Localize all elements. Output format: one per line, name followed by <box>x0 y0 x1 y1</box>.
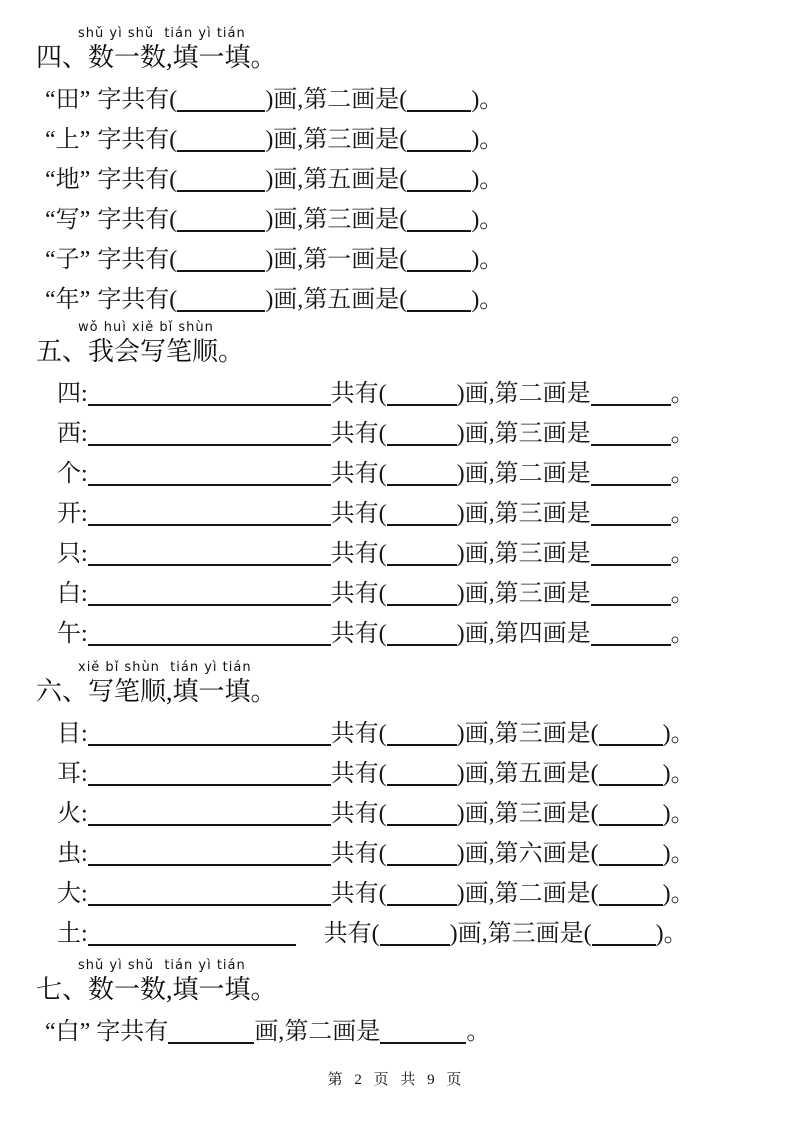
target-character: 只: <box>57 541 88 567</box>
close-paren: )。 <box>471 207 504 233</box>
stroke-order-blank <box>88 401 331 406</box>
count-phrase: 共有( <box>330 541 387 567</box>
answer-blank <box>591 401 671 406</box>
section-pinyin: xiě bǐ shùn tián yì tián <box>78 660 252 675</box>
target-character: “写” <box>45 207 91 233</box>
answer-blank <box>407 147 471 152</box>
count-phrase: 字共有( <box>97 247 178 273</box>
section-title: 四、数一数,填一填。 <box>36 43 277 72</box>
answer-blank <box>387 781 457 786</box>
worksheet-line <box>36 794 757 834</box>
hua-comma: )画, <box>456 381 495 407</box>
target-character: “年” <box>45 287 91 313</box>
worksheet-line <box>36 80 757 120</box>
stroke-order-blank <box>88 521 331 526</box>
stroke-order-blank <box>88 901 331 906</box>
count-phrase: 字共有( <box>97 127 178 153</box>
hua-comma: )画, <box>456 801 495 827</box>
answer-blank <box>387 741 457 746</box>
section-pinyin: wǒ huì xiě bǐ shùn <box>78 320 214 335</box>
close-paren: )。 <box>471 287 504 313</box>
stroke-phrase: 第三画是( <box>303 207 408 233</box>
section-five <box>36 320 757 654</box>
answer-blank <box>407 227 471 232</box>
answer-blank <box>591 641 671 646</box>
hua-comma: )画, <box>265 287 304 313</box>
worksheet-line <box>36 280 757 320</box>
section-title: 五、我会写笔顺。 <box>36 337 245 366</box>
stroke-phrase: 第三画是( <box>494 801 599 827</box>
period: 。 <box>670 421 695 447</box>
stroke-phrase: 第六画是( <box>494 841 599 867</box>
period: 。 <box>670 501 695 527</box>
section-seven <box>36 958 757 1052</box>
stroke-order-blank <box>88 821 331 826</box>
count-phrase: 字共有( <box>97 287 178 313</box>
stroke-phrase: 第四画是 <box>494 621 591 647</box>
section-lines <box>36 374 757 654</box>
count-phrase: 共有( <box>330 501 387 527</box>
stroke-phrase: 第二画是( <box>494 881 599 907</box>
stroke-order-blank <box>88 561 331 566</box>
answer-blank <box>387 521 457 526</box>
stroke-phrase: 第二画是 <box>284 1019 381 1045</box>
hua-comma: )画, <box>456 761 495 787</box>
count-phrase: 共有( <box>330 841 387 867</box>
answer-blank <box>177 187 265 192</box>
worksheet-line <box>36 374 757 414</box>
section-title: 七、数一数,填一填。 <box>36 975 277 1004</box>
worksheet-line <box>36 754 757 794</box>
worksheet-line <box>36 914 757 954</box>
section-six <box>36 660 757 954</box>
period: 。 <box>670 461 695 487</box>
answer-blank <box>591 441 671 446</box>
worksheet-line <box>36 1012 757 1052</box>
close-paren: )。 <box>471 87 504 113</box>
hua-comma: 画, <box>254 1019 285 1045</box>
stroke-phrase: 第二画是 <box>494 461 591 487</box>
answer-blank <box>177 227 265 232</box>
stroke-phrase: 第三画是( <box>494 721 599 747</box>
stroke-phrase: 第二画是 <box>494 381 591 407</box>
hua-comma: )画, <box>265 127 304 153</box>
hua-comma: )画, <box>456 721 495 747</box>
stroke-order-blank <box>88 641 331 646</box>
answer-blank <box>591 561 671 566</box>
answer-blank <box>387 601 457 606</box>
count-phrase: 共有( <box>330 381 387 407</box>
answer-blank <box>177 147 265 152</box>
stroke-phrase: 第三画是( <box>303 127 408 153</box>
worksheet-line <box>36 240 757 280</box>
section-lines <box>36 714 757 954</box>
answer-blank <box>177 267 265 272</box>
count-phrase: 共有( <box>330 761 387 787</box>
answer-blank <box>387 481 457 486</box>
answer-blank <box>387 821 457 826</box>
section-lines <box>36 80 757 320</box>
stroke-order-blank <box>88 781 331 786</box>
target-character: “子” <box>45 247 91 273</box>
stroke-phrase: 第三画是 <box>494 581 591 607</box>
section-lines <box>36 1012 757 1052</box>
answer-blank <box>177 307 265 312</box>
worksheet-line <box>36 574 757 614</box>
count-phrase: 共有( <box>330 581 387 607</box>
count-phrase: “白” 字共有 <box>45 1019 169 1045</box>
worksheet-line <box>36 614 757 654</box>
hua-comma: )画, <box>449 921 488 947</box>
target-character: 开: <box>57 501 88 527</box>
worksheet-line <box>36 454 757 494</box>
answer-blank <box>599 901 663 906</box>
worksheet-line <box>36 494 757 534</box>
answer-blank <box>591 521 671 526</box>
close-paren: )。 <box>662 721 695 747</box>
answer-blank <box>599 861 663 866</box>
period: 。 <box>670 621 695 647</box>
target-character: 四: <box>57 381 88 407</box>
count-phrase: 字共有( <box>97 87 178 113</box>
worksheet-line <box>36 160 757 200</box>
section-title: 六、写笔顺,填一填。 <box>36 677 277 706</box>
count-phrase: 共有( <box>330 421 387 447</box>
target-character: 虫: <box>57 841 88 867</box>
count-phrase: 共有( <box>323 921 380 947</box>
stroke-order-blank <box>88 941 296 946</box>
hua-comma: )画, <box>265 87 304 113</box>
worksheet-line <box>36 120 757 160</box>
count-phrase: 字共有( <box>97 207 178 233</box>
close-paren: )。 <box>662 841 695 867</box>
target-character: 耳: <box>57 761 88 787</box>
hua-comma: )画, <box>265 247 304 273</box>
answer-blank <box>592 941 656 946</box>
target-character: 西: <box>57 421 88 447</box>
answer-blank <box>599 821 663 826</box>
answer-blank <box>177 107 265 112</box>
worksheet-line <box>36 200 757 240</box>
count-phrase: 共有( <box>330 881 387 907</box>
answer-blank <box>387 401 457 406</box>
answer-blank <box>599 741 663 746</box>
hua-comma: )画, <box>456 621 495 647</box>
answer-blank <box>168 1039 254 1044</box>
section-pinyin: shǔ yì shǔ tián yì tián <box>78 958 246 973</box>
stroke-phrase: 第三画是 <box>494 501 591 527</box>
hua-comma: )画, <box>265 167 304 193</box>
answer-blank <box>407 267 471 272</box>
target-character: 白: <box>57 581 88 607</box>
stroke-phrase: 第五画是( <box>303 167 408 193</box>
answer-blank <box>380 941 450 946</box>
target-character: 大: <box>57 881 88 907</box>
hua-comma: )画, <box>456 841 495 867</box>
worksheet-line <box>36 874 757 914</box>
worksheet-line <box>36 834 757 874</box>
answer-blank <box>387 561 457 566</box>
period: 。 <box>670 541 695 567</box>
worksheet-line <box>36 714 757 754</box>
close-paren: )。 <box>662 761 695 787</box>
count-phrase: 共有( <box>330 621 387 647</box>
target-character: 午: <box>57 621 88 647</box>
count-phrase: 共有( <box>330 461 387 487</box>
stroke-phrase: 第五画是( <box>494 761 599 787</box>
close-paren: )。 <box>662 881 695 907</box>
hua-comma: )画, <box>456 541 495 567</box>
close-paren: )。 <box>471 167 504 193</box>
answer-blank <box>387 861 457 866</box>
stroke-order-blank <box>88 441 331 446</box>
answer-blank <box>407 107 471 112</box>
stroke-phrase: 第二画是( <box>303 87 408 113</box>
stroke-order-blank <box>88 601 331 606</box>
period: 。 <box>670 581 695 607</box>
stroke-phrase: 第三画是( <box>487 921 592 947</box>
hua-comma: )画, <box>456 881 495 907</box>
stroke-order-blank <box>88 741 331 746</box>
answer-blank <box>599 781 663 786</box>
hua-comma: )画, <box>456 501 495 527</box>
answer-blank <box>407 307 471 312</box>
answer-blank <box>591 601 671 606</box>
hua-comma: )画, <box>456 421 495 447</box>
stroke-phrase: 第一画是( <box>303 247 408 273</box>
count-phrase: 字共有( <box>97 167 178 193</box>
target-character: “地” <box>45 167 91 193</box>
worksheet-line <box>36 414 757 454</box>
count-phrase: 共有( <box>330 721 387 747</box>
section-four <box>36 26 757 320</box>
target-character: 土: <box>57 921 88 947</box>
section-pinyin: shǔ yì shǔ tián yì tián <box>78 26 246 41</box>
answer-blank <box>387 441 457 446</box>
stroke-phrase: 第五画是( <box>303 287 408 313</box>
hua-comma: )画, <box>456 461 495 487</box>
period: 。 <box>670 381 695 407</box>
answer-blank <box>407 187 471 192</box>
answer-blank <box>387 641 457 646</box>
stroke-phrase: 第三画是 <box>494 421 591 447</box>
answer-blank <box>380 1039 466 1044</box>
close-paren: )。 <box>471 247 504 273</box>
target-character: 个: <box>57 461 88 487</box>
target-character: “田” <box>45 87 91 113</box>
target-character: “上” <box>45 127 91 153</box>
target-character: 目: <box>57 721 88 747</box>
hua-comma: )画, <box>456 581 495 607</box>
answer-blank <box>387 901 457 906</box>
count-phrase: 共有( <box>330 801 387 827</box>
stroke-order-blank <box>88 861 331 866</box>
close-paren: )。 <box>655 921 688 947</box>
worksheet-line <box>36 534 757 574</box>
period: 。 <box>466 1019 491 1045</box>
target-character: 火: <box>57 801 88 827</box>
hua-comma: )画, <box>265 207 304 233</box>
page-number: 第 2 页 共 9 页 <box>327 1072 466 1088</box>
stroke-order-blank <box>88 481 331 486</box>
close-paren: )。 <box>471 127 504 153</box>
stroke-phrase: 第三画是 <box>494 541 591 567</box>
answer-blank <box>591 481 671 486</box>
close-paren: )。 <box>662 801 695 827</box>
